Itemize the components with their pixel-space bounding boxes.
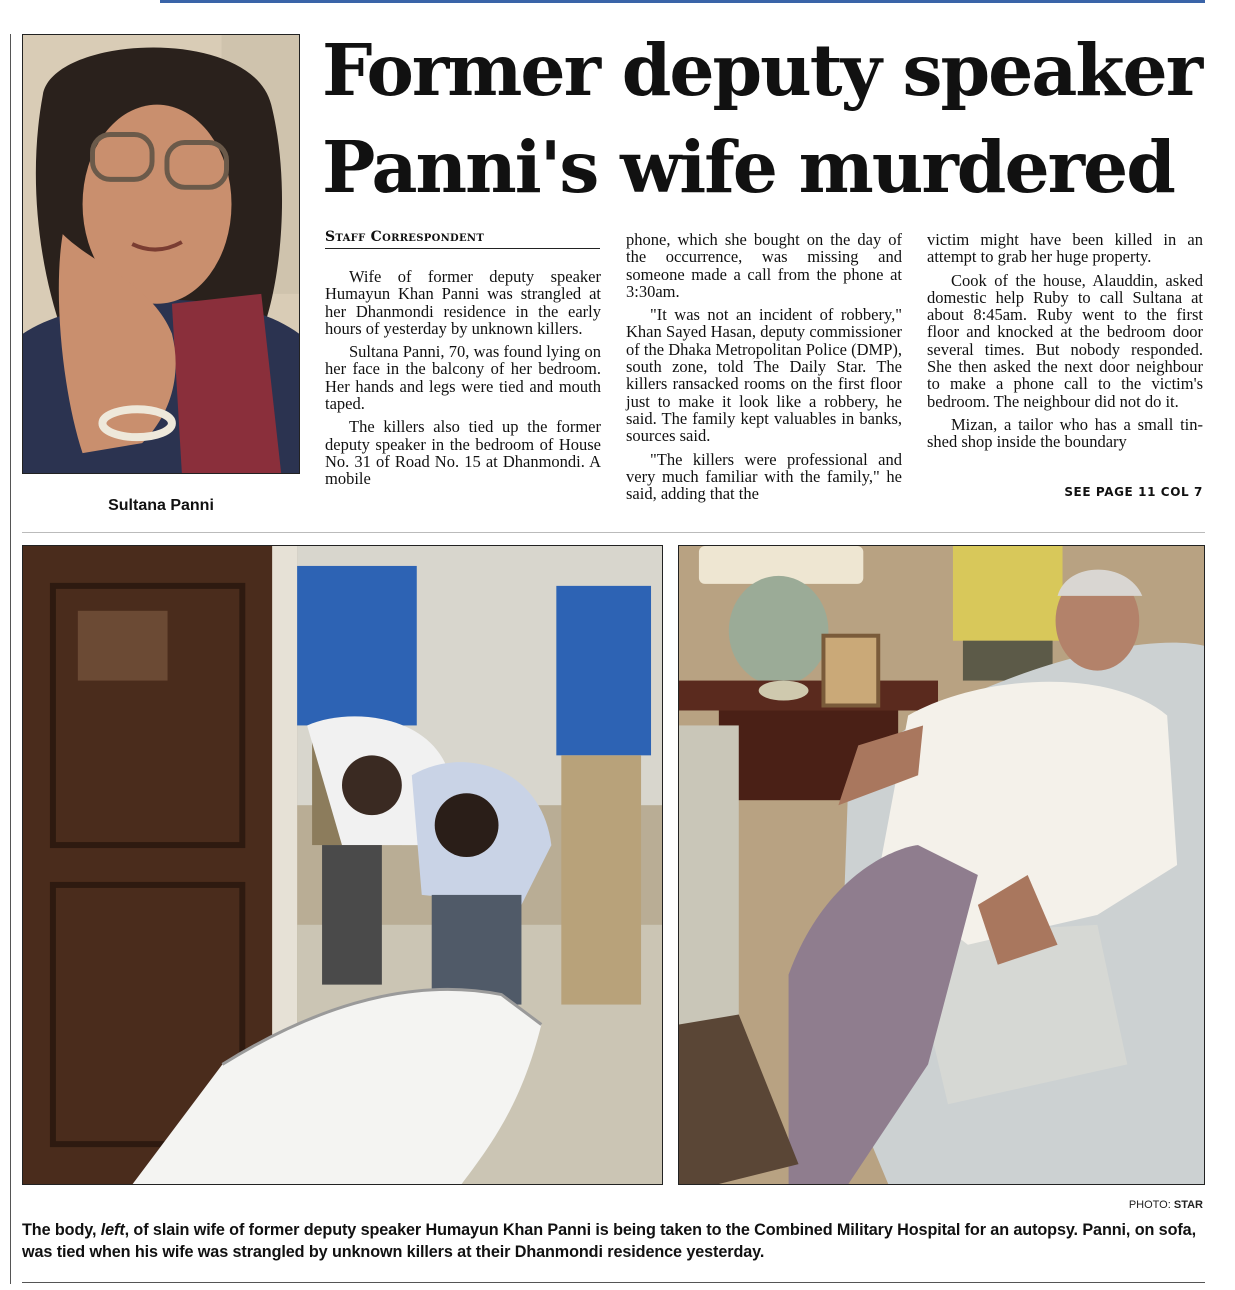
photo-credit bbox=[1000, 1199, 1203, 1211]
caption-left-word: left bbox=[100, 1221, 125, 1239]
paragraph: "It was not an incident of robbery," Khan Sayed Hasan, deputy commissioner of the Dhaka Metropolitan Police (DMP), south zone, told The Daily Star. The killers ransacked rooms on the first floor just to make it look like a robbery, he said. The family kept valuables in banks, sources said. bbox=[626, 305, 902, 446]
photo-credit-source: STAR bbox=[1173, 1199, 1203, 1211]
caption-part-1: The body, bbox=[22, 1221, 101, 1239]
headline-line-1: Former deputy speaker bbox=[322, 28, 1202, 112]
article-column-2 bbox=[626, 231, 902, 508]
photo-caption bbox=[22, 1219, 1205, 1263]
body-stretcher-photo bbox=[22, 545, 663, 1185]
portrait-illustration bbox=[23, 35, 299, 473]
photo-credit-prefix: PHOTO: bbox=[1128, 1199, 1171, 1211]
bottom-rule bbox=[22, 1282, 1205, 1283]
sofa-scene-illustration bbox=[679, 546, 1204, 1184]
paragraph: "The killers were professional and very much familiar with the family," he said, adding that the bbox=[626, 449, 902, 504]
paragraph: phone, which she bought on the day of the occurrence, was missing and someone made a call from the phone at 3:30am. bbox=[626, 230, 902, 301]
stretcher-scene-illustration bbox=[23, 546, 662, 1184]
article-column-1 bbox=[325, 268, 601, 494]
paragraph: Sultana Panni, 70, was found lying on her face in the balcony of her bedroom. Her hands and legs were tied and mouth taped. bbox=[325, 342, 601, 414]
paragraph: Cook of the house, Alauddin, asked domestic help Ruby to call Sultana at about 8:45am. Ruby went to the first floor and knocked at the bedroom door several times. But nobody responded. She then asked the next door neighbour to make a phone call to the victim's bedroom. The neighbour did not do it. bbox=[927, 270, 1203, 411]
paragraph: Mizan, a tailor who has a small tin-shed shop inside the boundary bbox=[927, 414, 1203, 452]
caption-part-2: , of slain wife of former deputy speaker Humayun Khan Panni is being taken to the Combined Military Hospital for an autopsy. Panni, on sofa, was tied when his wife was strangled by unknown killers at their Dhanmondi residence yesterday. bbox=[22, 1221, 1196, 1261]
left-margin-rule bbox=[10, 34, 11, 1284]
portrait-caption: Sultana Panni bbox=[108, 497, 214, 514]
article-column-3 bbox=[927, 231, 1203, 457]
portrait-photo bbox=[22, 34, 300, 474]
paragraph: victim might have been killed in an attempt to grab her huge property. bbox=[927, 230, 1203, 267]
headline bbox=[322, 22, 1202, 216]
top-rule bbox=[160, 0, 1205, 3]
paragraph: Wife of former deputy speaker Humayun Khan Panni was strangled at her Dhanmondi residence in the early hours of yesterday by unknown killers. bbox=[325, 267, 601, 338]
section-divider bbox=[22, 532, 1205, 533]
continued-jump-line: SEE PAGE 11 COL 7 bbox=[1064, 485, 1203, 499]
paragraph: The killers also tied up the former deputy speaker in the bedroom of House No. 31 of Road No. 15 at Dhanmondi. A mobile bbox=[325, 417, 601, 489]
byline: Staff Correspondent bbox=[325, 229, 600, 249]
panni-on-sofa-photo bbox=[678, 545, 1205, 1185]
headline-line-2: Panni's wife murdered bbox=[322, 125, 1174, 209]
